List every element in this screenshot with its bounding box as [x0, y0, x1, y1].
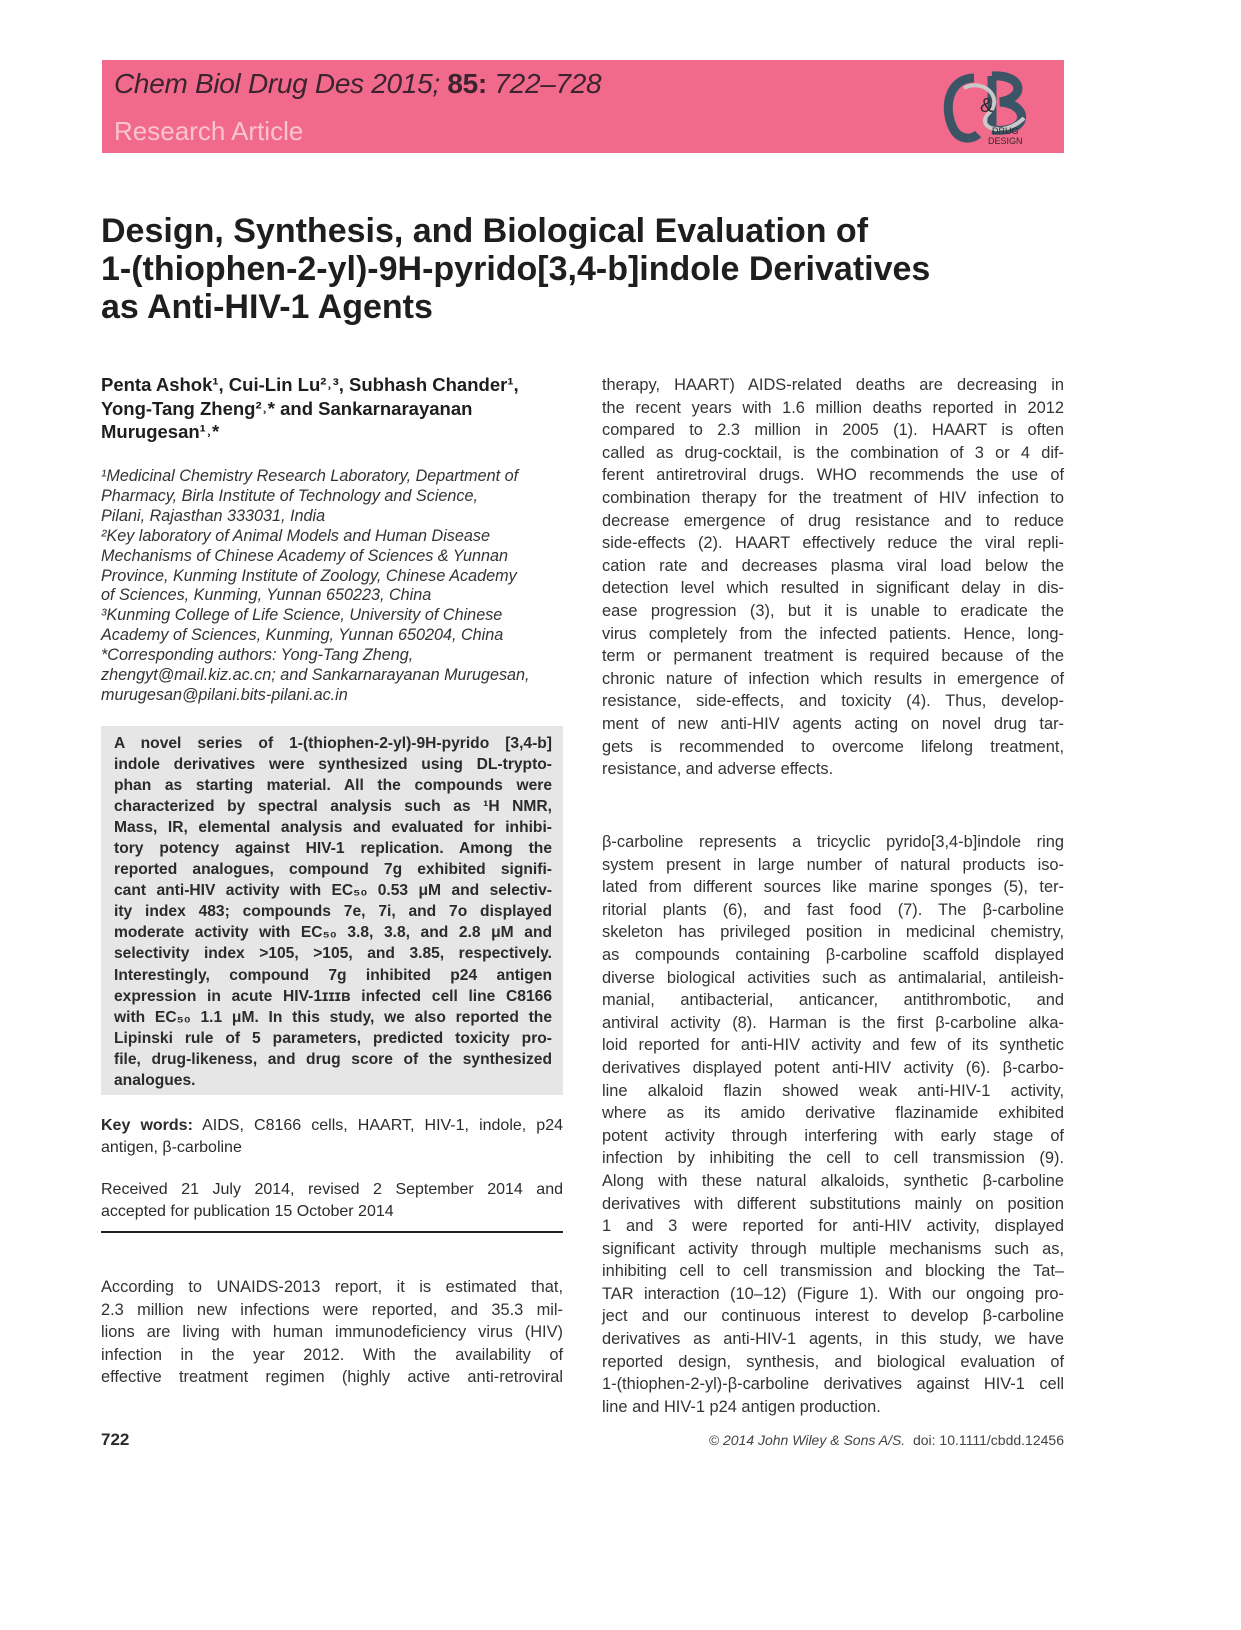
- affiliation-line: of Sciences, Kunming, Yunnan 650223, China: [101, 586, 432, 605]
- abstract-line: expression in acute HIV-1ɪɪɪʙ infected cell line C8166: [114, 987, 552, 1005]
- introduction-paragraph-1: [101, 1276, 563, 1389]
- journal-citation: [114, 68, 601, 100]
- introduction-paragraph-1-continued: [602, 374, 1064, 781]
- keywords-label: Key words:: [101, 1117, 193, 1134]
- body-line: lated from different sources like marine sponges (5), ter-: [602, 878, 1064, 897]
- abstract-line: ity index 483; compounds 7e, 7i, and 7o displayed: [114, 903, 552, 921]
- abstract-line: cant anti-HIV activity with EC₅₀ 0.53 μM and selectiv-: [114, 882, 552, 900]
- body-line: skeleton has privileged position in medicinal chemistry,: [602, 923, 1064, 942]
- body-line: combination therapy for the treatment of HIV infection to: [602, 488, 1064, 507]
- body-line: as compounds containing β-carboline scaffold displayed: [602, 945, 1064, 964]
- body-line: therapy, HAART) AIDS-related deaths are decreasing in: [602, 376, 1064, 394]
- body-line: loid reported for anti-HIV activity and few of its synthetic: [602, 1036, 1064, 1055]
- abstract-line: characterized by spectral analysis such as ¹H NMR,: [114, 798, 552, 816]
- introduction-paragraph-2: [602, 831, 1064, 1418]
- abstract-line: selectivity index >105, >105, and 3.85, respectively.: [114, 945, 552, 963]
- body-line: effective treatment regimen (highly active anti-retroviral: [101, 1368, 563, 1387]
- journal-header-banner: [102, 60, 1064, 153]
- body-line: resistance, side-effects, and toxicity (4). Thus, develop-: [602, 692, 1064, 711]
- journal-logo-icon: [934, 68, 1044, 148]
- affiliation-line: Mechanisms of Chinese Academy of Sciences & Yunnan: [101, 546, 509, 565]
- author-line: Penta Ashok¹, Cui-Lin Lu²˒³, Subhash Chander¹,: [101, 374, 519, 395]
- body-line: term or permanent treatment is required because of the: [602, 647, 1064, 666]
- body-line: derivatives as anti-HIV-1 agents, in this study, we have: [602, 1330, 1064, 1349]
- abstract-line: reported analogues, compound 7g exhibited signifi-: [114, 861, 552, 879]
- abstract-line: tory potency against HIV-1 replication. Among the: [114, 840, 552, 858]
- body-line: detection level which resulted in significant delay in dis-: [602, 579, 1064, 598]
- body-line: the recent years with 1.6 million deaths reported in 2012: [602, 398, 1064, 417]
- body-line: ease progression (3), but it is unable to eradicate the: [602, 601, 1064, 620]
- affiliation-line: Academy of Sciences, Kunming, Yunnan 650204, China: [101, 626, 504, 645]
- svg-text:&: &: [980, 95, 994, 117]
- received-line: accepted for publication 15 October 2014: [101, 1203, 394, 1220]
- article-title: [101, 212, 930, 326]
- affiliations: [101, 467, 571, 706]
- article-type: Research Article: [114, 116, 304, 146]
- body-line: β-carboline represents a tricyclic pyrido[3,4-b]indole ring: [602, 833, 1064, 851]
- body-line: infection in the year 2012. With the availability of: [101, 1345, 563, 1364]
- body-line: 1 and 3 were reported for anti-HIV activity, displayed: [602, 1217, 1064, 1236]
- body-line: According to UNAIDS-2013 report, it is estimated that,: [101, 1278, 563, 1296]
- abstract-line: Lipinski rule of 5 parameters, predicted toxicity pro-: [114, 1029, 552, 1047]
- title-line: as Anti-HIV-1 Agents: [101, 288, 433, 326]
- abstract-line: with EC₅₀ 1.1 μM. In this study, we also reported the: [114, 1008, 552, 1026]
- section-divider: [101, 1231, 563, 1233]
- body-line: virus completely from the infected patients. Hence, long-: [602, 624, 1064, 643]
- abstract-line: A novel series of 1-(thiophen-2-yl)-9H-pyrido [3,4-b]: [114, 735, 552, 752]
- body-line: system present in large number of natural products iso-: [602, 855, 1064, 874]
- author-line: Yong-Tang Zheng²˒* and Sankarnarayanan: [101, 397, 473, 419]
- affiliation-line: ¹Medicinal Chemistry Research Laboratory, Department of: [101, 467, 519, 485]
- title-line: Design, Synthesis, and Biological Evaluation of: [101, 212, 869, 250]
- affiliation-line: Pilani, Rajasthan 333031, India: [101, 506, 326, 525]
- body-line: gets is recommended to overcome lifelong treatment,: [602, 737, 1064, 756]
- body-line: ject and our continuous interest to develop β-carboline: [602, 1307, 1064, 1326]
- abstract-line: analogues.: [114, 1071, 196, 1089]
- received-line: Received 21 July 2014, revised 2 September 2014 and: [101, 1181, 563, 1198]
- body-line: ment of new anti-HIV agents acting on novel drug tar-: [602, 714, 1064, 733]
- abstract-line: indole derivatives were synthesized using DL-trypto-: [114, 756, 552, 774]
- body-line: 1-(thiophen-2-yl)-β-carboline derivatives against HIV-1 cell: [602, 1375, 1064, 1394]
- body-line: inhibiting cell to cell transmission and blocking the Tat–: [602, 1262, 1064, 1281]
- body-line: lions are living with human immunodeficiency virus (HIV): [101, 1323, 563, 1342]
- abstract-line: Mass, IR, elemental analysis and evaluated for inhibi-: [114, 819, 552, 837]
- received-dates: [101, 1179, 563, 1223]
- abstract-line: file, drug-likeness, and drug score of the synthesized: [114, 1050, 552, 1068]
- affiliation-line: ³Kunming College of Life Science, University of Chinese: [101, 606, 503, 625]
- keywords-line: antigen, β-carboline: [101, 1139, 242, 1156]
- body-line: derivatives displayed potent anti-HIV activity (6). β-carbo-: [602, 1058, 1064, 1077]
- body-line: Along with these natural alkaloids, synthetic β-carboline: [602, 1171, 1064, 1190]
- svg-text:DRUG: DRUG: [992, 126, 1019, 136]
- journal-pages: 722–728: [494, 68, 602, 99]
- copyright: © 2014 John Wiley & Sons A/S.: [708, 1432, 906, 1448]
- keywords-line: AIDS, C8166 cells, HAART, HIV-1, indole, p24: [202, 1117, 564, 1134]
- copyright-doi: [709, 1432, 1064, 1448]
- body-line: reported design, synthesis, and biological evaluation of: [602, 1352, 1064, 1371]
- affiliation-line: Province, Kunming Institute of Zoology, Chinese Academy: [101, 566, 517, 585]
- body-line: TAR interaction (10–12) (Figure 1). With our ongoing pro-: [602, 1284, 1064, 1303]
- body-line: diverse biological activities such as antimalarial, antileish-: [602, 968, 1064, 987]
- page-number: 722: [101, 1430, 130, 1449]
- body-line: cation rate and decreases plasma viral load below the: [602, 556, 1064, 575]
- body-line: called as drug-cocktail, is the combination of 3 or 4 dif-: [602, 443, 1064, 462]
- author-line: Murugesan¹˒*: [101, 421, 220, 442]
- body-line: decrease emergence of drug resistance and to reduce: [602, 511, 1064, 530]
- body-line: ritorial plants (6), and fast food (7). The β-carboline: [602, 900, 1064, 919]
- body-line: derivatives with different substitutions mainly on position: [602, 1194, 1064, 1213]
- doi: doi: 10.1111/cbdd.12456: [912, 1432, 1064, 1448]
- abstract-line: phan as starting material. All the compounds were: [114, 777, 552, 795]
- affiliation-line: zhengyt@mail.kiz.ac.cn; and Sankarnarayanan Murugesan,: [101, 666, 530, 685]
- author-list: [101, 373, 519, 444]
- affiliation-line: *Corresponding authors: Yong-Tang Zheng,: [101, 646, 414, 665]
- body-line: chronic nature of infection which results in emergence of: [602, 669, 1064, 688]
- body-line: compared to 2.3 million in 2005 (1). HAART is often: [602, 421, 1064, 440]
- body-line: line alkaloid flazin showed weak anti-HIV-1 activity,: [602, 1081, 1064, 1100]
- body-line: manial, antibacterial, anticancer, antithrombotic, and: [602, 991, 1064, 1010]
- affiliation-line: Pharmacy, Birla Institute of Technology and Science,: [101, 486, 479, 505]
- body-line: infection by inhibiting the cell to cell transmission (9).: [602, 1149, 1064, 1168]
- keywords: [101, 1115, 563, 1159]
- body-line: line and HIV-1 p24 antigen production.: [602, 1397, 881, 1416]
- title-line: 1-(thiophen-2-yl)-9H-pyrido[3,4-b]indole Derivatives: [101, 250, 931, 288]
- body-line: side-effects (2). HAART effectively reduce the viral repli-: [602, 534, 1064, 553]
- body-line: significant activity through multiple mechanisms such as,: [602, 1239, 1064, 1258]
- abstract-line: moderate activity with EC₅₀ 3.8, 3.8, and 2.8 μM and: [114, 924, 552, 942]
- affiliation-line: ²Key laboratory of Animal Models and Human Disease: [101, 526, 490, 545]
- body-line: antiviral activity (8). Harman is the first β-carboline alka-: [602, 1013, 1064, 1032]
- body-line: ferent antiretroviral drugs. WHO recommends the use of: [602, 466, 1064, 485]
- journal-volume: 85:: [447, 68, 487, 99]
- svg-text:DESIGN: DESIGN: [988, 136, 1023, 146]
- body-line: resistance, and adverse effects.: [602, 760, 834, 779]
- journal-name: Chem Biol Drug Des 2015;: [114, 68, 440, 99]
- body-line: potent activity through interfering with early stage of: [602, 1126, 1064, 1145]
- abstract-box: [101, 726, 563, 1095]
- affiliation-line: murugesan@pilani.bits-pilani.ac.in: [101, 685, 348, 704]
- body-line: where as its amido derivative flazinamide exhibited: [602, 1104, 1064, 1123]
- abstract-text: [114, 733, 552, 1091]
- body-line: 2.3 million new infections were reported, and 35.3 mil-: [101, 1300, 563, 1319]
- abstract-line: Interestingly, compound 7g inhibited p24 antigen: [114, 966, 552, 984]
